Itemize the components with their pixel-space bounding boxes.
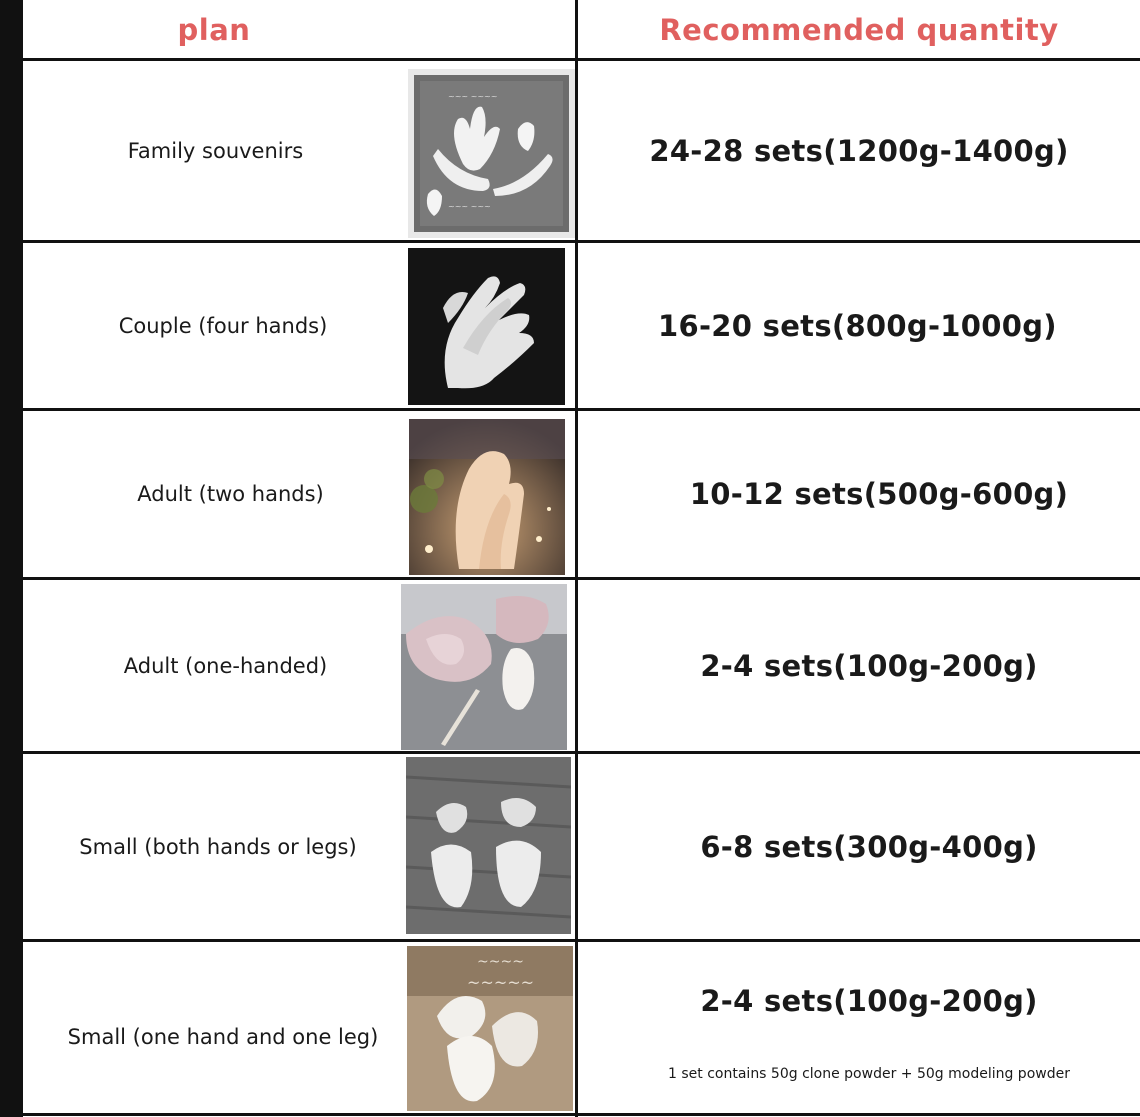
baby-hand-foot-cast-image	[407, 946, 573, 1111]
divider	[23, 1113, 1140, 1116]
table-row	[23, 61, 1140, 240]
quantity-value: 2-4 sets(100g-200g)	[700, 984, 1038, 1018]
couple-hand-cast-image	[408, 248, 565, 405]
plan-name: Couple (four hands)	[118, 313, 328, 338]
table-row	[23, 411, 1140, 577]
svg-text:~~~ ~~~~: ~~~ ~~~~	[448, 92, 498, 101]
table-row	[23, 942, 1140, 1113]
quantity-value: 2-4 sets(100g-200g)	[700, 648, 1038, 683]
quantity-value: 16-20 sets(800g-1000g)	[658, 308, 1057, 343]
plan-name: Adult (one-handed)	[123, 653, 328, 678]
quantity-value: 10-12 sets(500g-600g)	[689, 477, 1069, 511]
header-plan: plan	[177, 13, 251, 47]
quantity-table	[23, 0, 1140, 1117]
adult-two-hands-cast-image	[409, 419, 565, 575]
quantity-value: 6-8 sets(300g-400g)	[700, 829, 1038, 864]
svg-text:~~~~: ~~~~	[477, 954, 524, 970]
plan-name: Small (one hand and one leg)	[67, 1024, 379, 1049]
one-hand-mold-image	[401, 584, 567, 750]
table-row	[23, 754, 1140, 939]
svg-text:~~~~~: ~~~~~	[467, 973, 535, 992]
header-recommended-quantity: Recommended quantity	[659, 13, 1059, 47]
left-edge-bar	[0, 0, 23, 1117]
plan-name: Family souvenirs	[127, 138, 304, 163]
quantity-value: 24-28 sets(1200g-1400g)	[649, 133, 1069, 168]
table-row	[23, 580, 1140, 751]
plan-name: Small (both hands or legs)	[79, 834, 357, 859]
table-row	[23, 243, 1140, 408]
set-contents-note: 1 set contains 50g clone powder + 50g modeling powder	[668, 1066, 1070, 1082]
svg-text:~~~ ~~~: ~~~ ~~~	[448, 202, 491, 211]
plan-name: Adult (two hands)	[137, 482, 324, 506]
framed-family-hand-casts-image	[408, 69, 575, 238]
baby-hands-feet-cast-image	[406, 757, 571, 934]
